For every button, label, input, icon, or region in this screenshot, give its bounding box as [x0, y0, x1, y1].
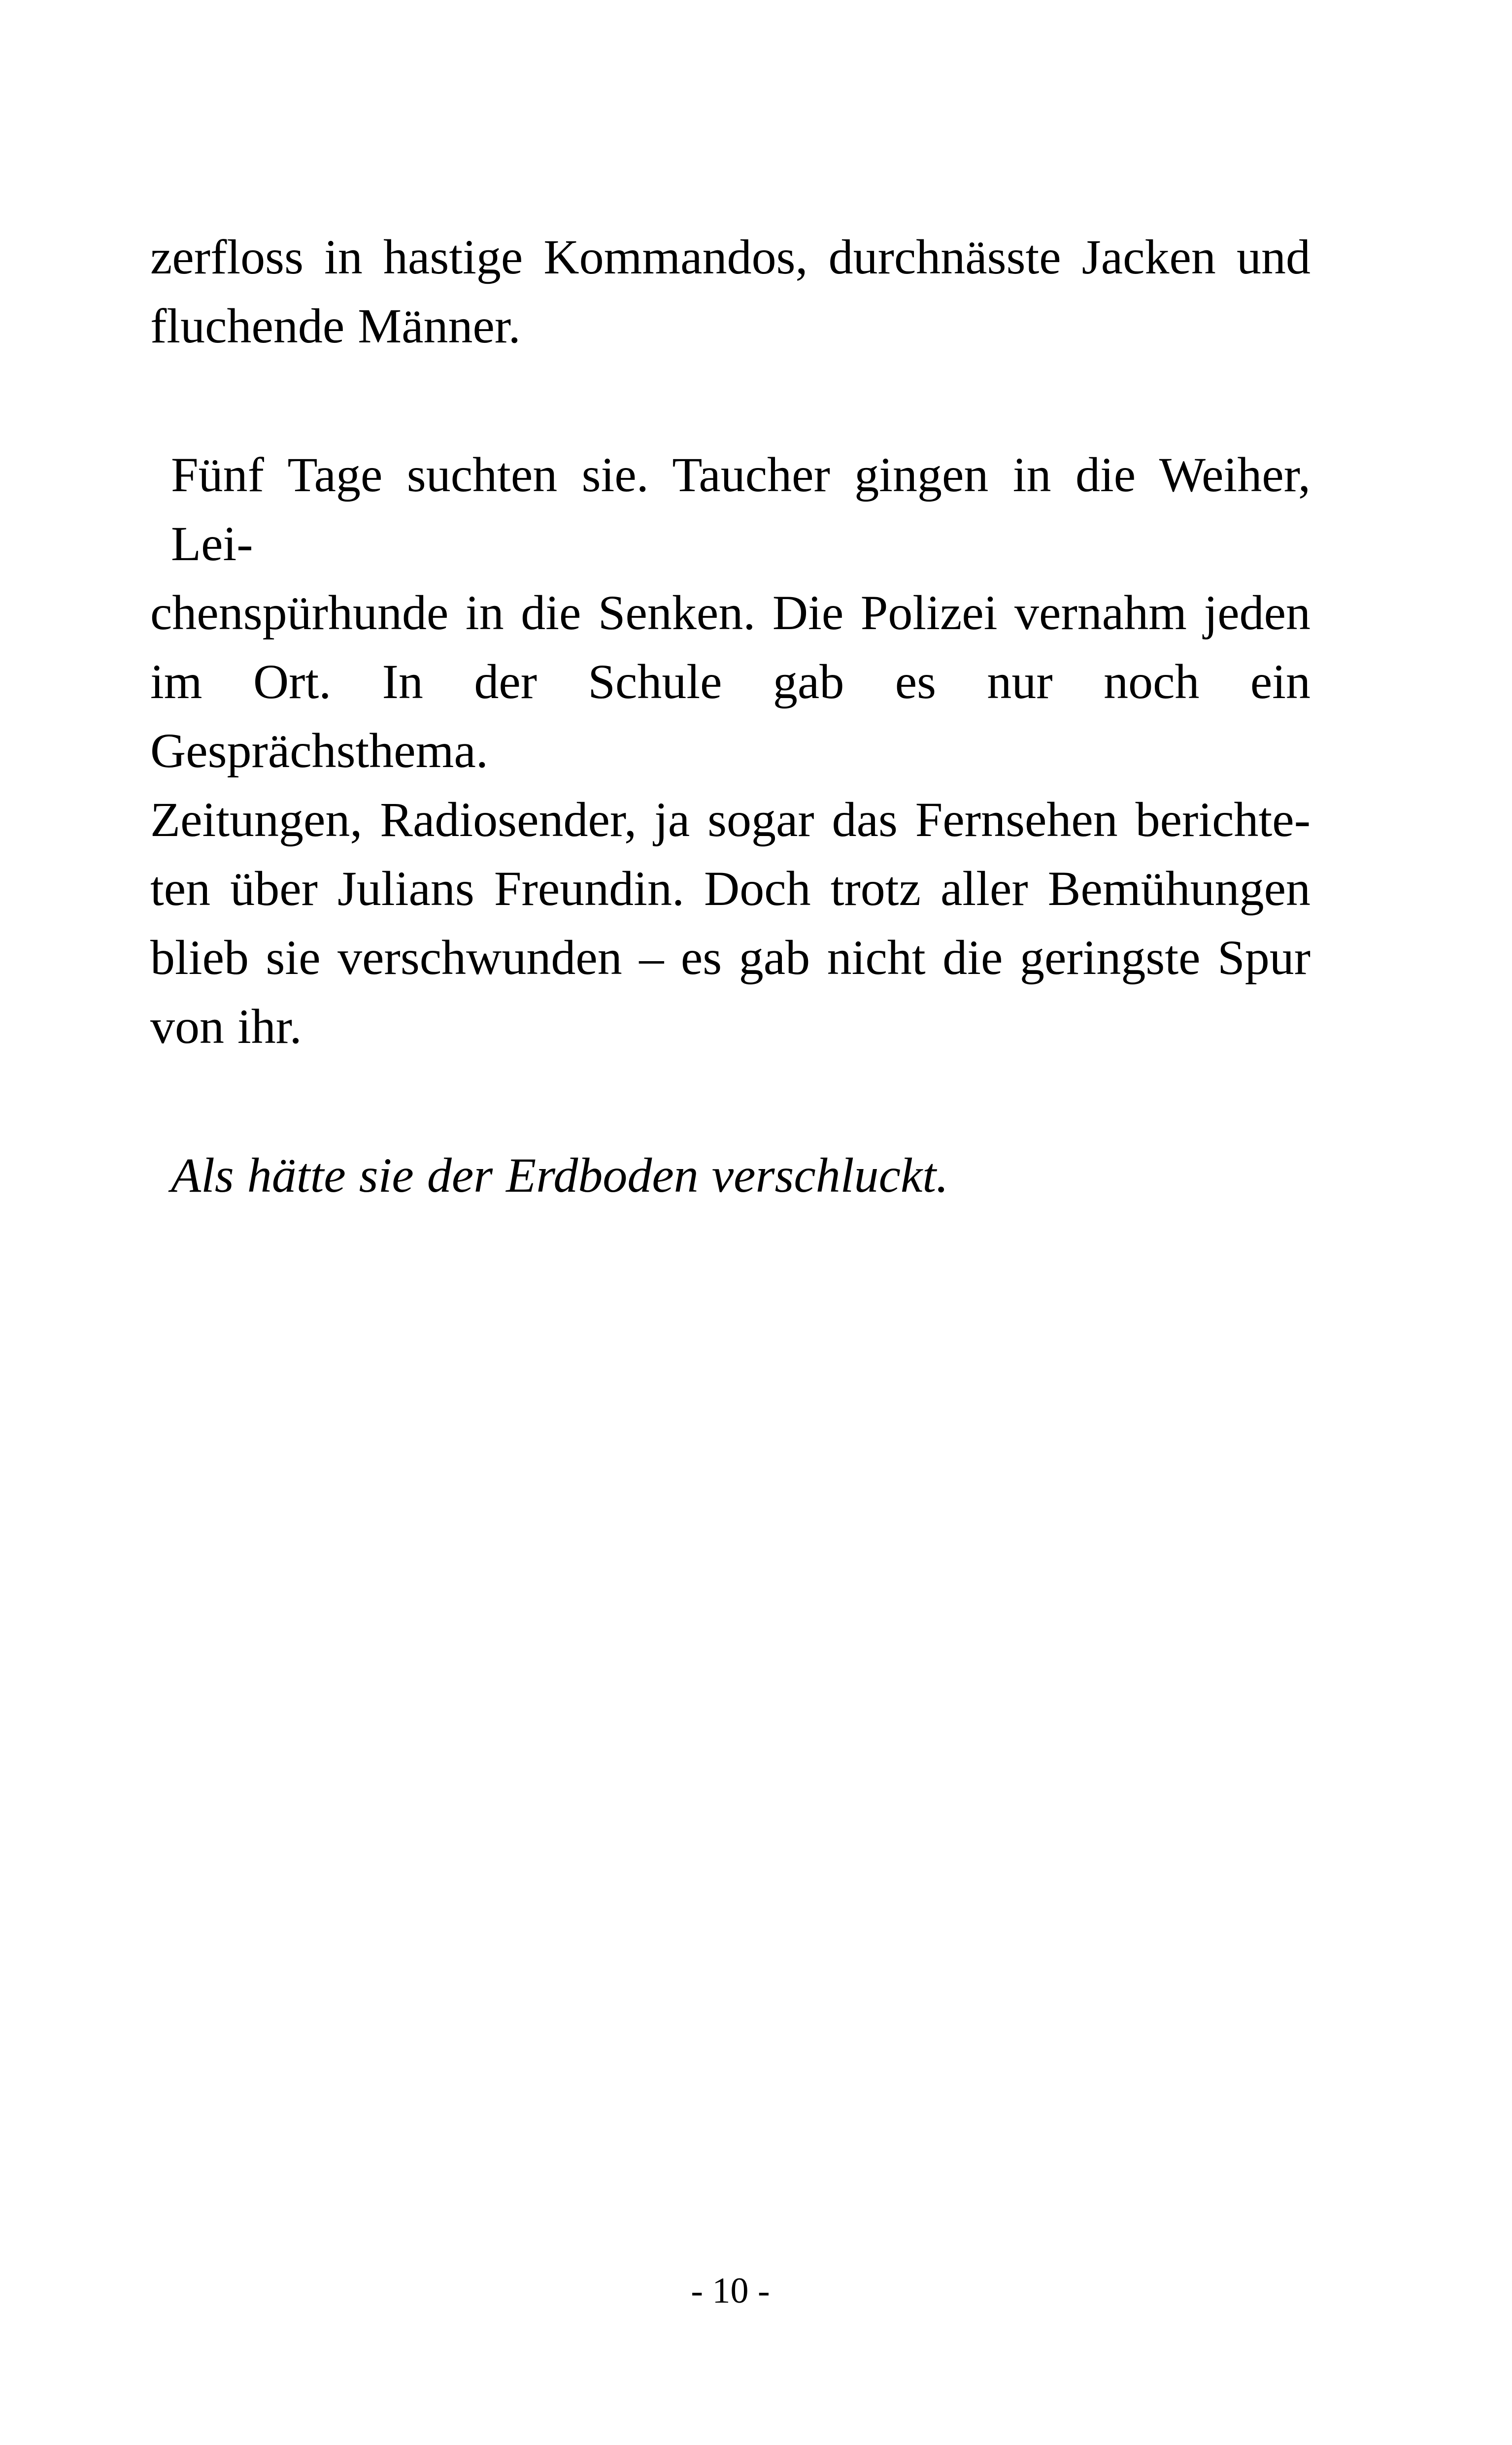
- text-line: chenspürhunde in die Senken. Die Polizei vernahm jeden: [150, 585, 1310, 640]
- text-line: ten über Julians Freundin. Doch trotz aller Bemühungen: [150, 861, 1310, 916]
- text-line: fluchende Männer.: [150, 299, 521, 353]
- text-line: Als hätte sie der Erdboden verschluckt.: [171, 1148, 949, 1203]
- page-text: [150, 223, 1310, 1210]
- paragraph-continuation: [150, 223, 1310, 361]
- text-line: zerfloss in hastige Kommandos, durchnässte Jacken und: [150, 230, 1310, 284]
- text-line: im Ort. In der Schule gab es nur noch ein Gesprächsthema.: [150, 654, 1310, 778]
- text-line: von ihr.: [150, 999, 302, 1054]
- text-line: Fünf Tage suchten sie. Taucher gingen in die Weiher, Lei-: [171, 447, 1310, 571]
- paragraph-emphasis: [150, 1141, 1310, 1210]
- paragraph-search: [150, 440, 1310, 1061]
- text-line: Zeitungen, Radiosender, ja sogar das Fernsehen berichte-: [150, 792, 1310, 847]
- page-number: - 10 -: [691, 2271, 770, 2311]
- text-line: blieb sie verschwunden – es gab nicht die geringste Spur: [150, 930, 1310, 985]
